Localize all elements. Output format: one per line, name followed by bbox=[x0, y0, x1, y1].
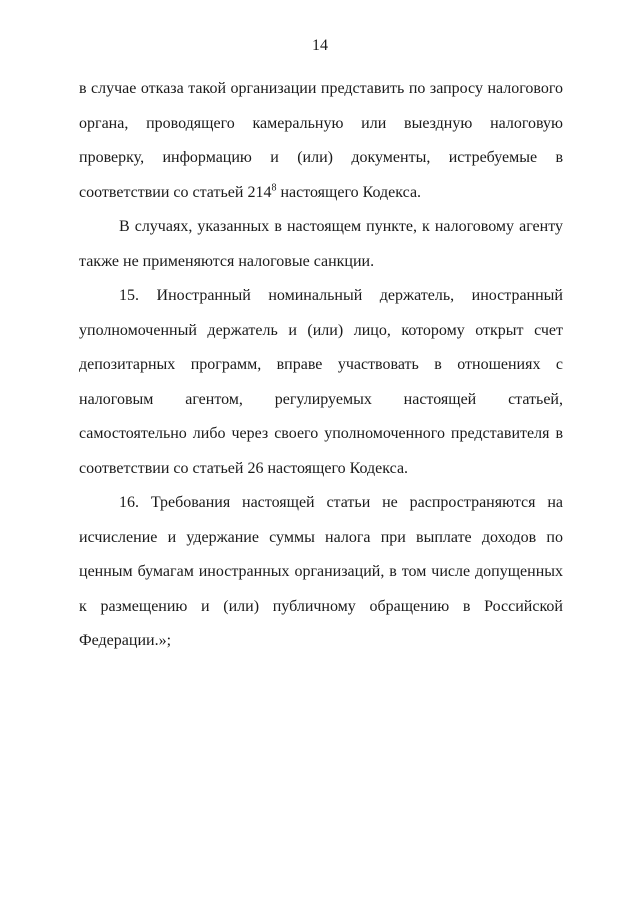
paragraph-item-16: 16. Требования настоящей статьи не распространяются на исчисление и удержание суммы налога при выплате доходов по ценным бумагам иностранных организаций, в том числе допущенных к размещению и (или) публичному обращению в Российской Федерации.»; bbox=[79, 494, 563, 649]
document-body bbox=[79, 72, 563, 659]
paragraph-item-15: 15. Иностранный номинальный держатель, иностранный уполномоченный держатель и (или) лицо, которому открыт счет депозитарных программ, вправе участвовать в отношениях с налоговым агентом, регулируемых настоящей статьей, самостоятельно либо через своего уполномоченного представителя в соответствии со статьей 26 настоящего Кодекса. bbox=[79, 287, 563, 477]
paragraph-continuation bbox=[79, 72, 563, 210]
paragraph-text: в случае отказа такой организации представить по запросу налогового органа, проводящего камеральную или выездную налоговую проверку, информацию и (или) документы, истребуемые в соответствии со статьей 214 bbox=[79, 80, 563, 201]
paragraph-text-end: настоящего Кодекса. bbox=[276, 183, 422, 201]
page-number: 14 bbox=[312, 37, 328, 54]
superscript: 8 bbox=[271, 182, 277, 194]
paragraph-sanctions: В случаях, указанных в настоящем пункте, к налоговому агенту также не применяются налоговые санкции. bbox=[79, 218, 563, 270]
